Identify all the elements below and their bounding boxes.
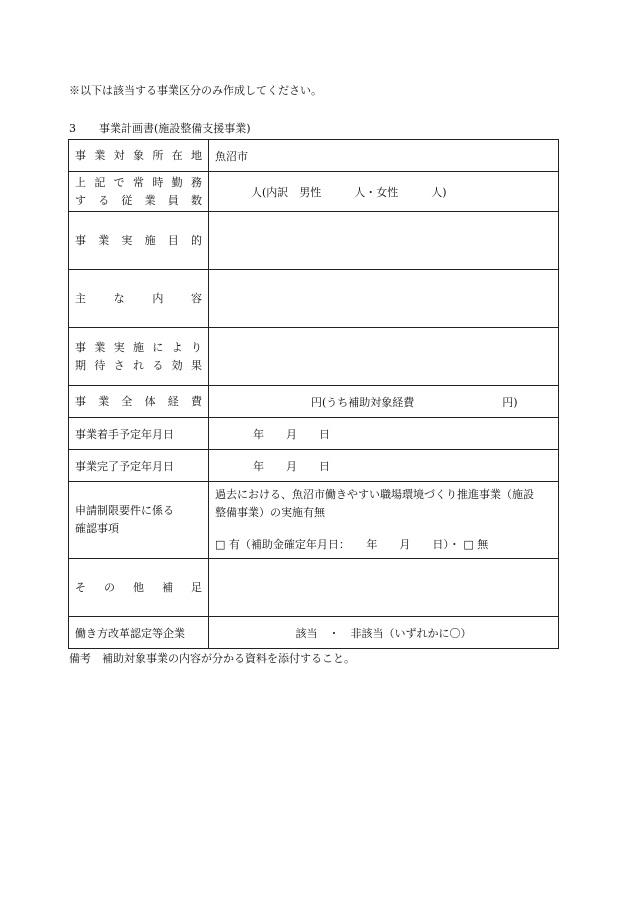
value-reform[interactable]: 該当 ・ 非該当（いずれかに〇） — [209, 617, 559, 649]
remarks-note: 備考 補助対象事業の内容が分かる資料を添付すること。 — [69, 652, 355, 665]
label-reform: 働き方改革認定等企業 — [69, 617, 209, 649]
value-cost[interactable]: 円(うち補助対象経費 円) — [209, 386, 559, 418]
value-start-date[interactable]: 年 月 日 — [209, 418, 559, 450]
label-employees: 上記で常時勤務 する従業員数 — [69, 172, 209, 212]
value-other[interactable] — [209, 559, 559, 617]
instruction-note: ※以下は該当する事業区分のみ作成してください。 — [69, 84, 322, 97]
value-end-date[interactable]: 年 月 日 — [209, 450, 559, 482]
section-heading — [69, 120, 251, 136]
restriction-choice[interactable]: □ 有（補助金確定年月日： 年 月 日）・ □ 無 — [215, 538, 489, 551]
row-reform — [69, 617, 559, 649]
label-content: 主な内容 — [69, 270, 209, 328]
row-cost — [69, 386, 559, 418]
label-effect: 事業実施により 期待される効果 — [69, 328, 209, 386]
label-cost: 事業全体経費 — [69, 386, 209, 418]
row-location — [69, 140, 559, 172]
row-start-date — [69, 418, 559, 450]
row-end-date — [69, 450, 559, 482]
value-effect[interactable] — [209, 328, 559, 386]
business-plan-table — [68, 139, 559, 649]
value-restriction: 過去における、魚沼市働きやすい職場環境づくり推進事業（施設 整備事業）の実施有無 □ 有（補助金確定年月日： 年 月 日）・ □ 無 — [209, 482, 559, 559]
value-location[interactable]: 魚沼市 — [209, 140, 559, 172]
value-content[interactable] — [209, 270, 559, 328]
label-location: 事業対象所在地 — [69, 140, 209, 172]
label-restriction: 申請制限要件に係る 確認事項 — [69, 482, 209, 559]
section-number: 3 — [69, 122, 76, 135]
row-effect — [69, 328, 559, 386]
label-other: その他補足 — [69, 559, 209, 617]
row-employees — [69, 172, 559, 212]
label-start-date: 事業着手予定年月日 — [69, 418, 209, 450]
label-end-date: 事業完了予定年月日 — [69, 450, 209, 482]
label-purpose: 事業実施目的 — [69, 212, 209, 270]
row-restriction — [69, 482, 559, 559]
value-employees[interactable]: 人(内訳 男性 人・女性 人) — [209, 172, 559, 212]
section-title: 事業計画書(施設整備支援事業) — [99, 122, 251, 135]
row-content — [69, 270, 559, 328]
row-purpose — [69, 212, 559, 270]
value-purpose[interactable] — [209, 212, 559, 270]
row-other — [69, 559, 559, 617]
